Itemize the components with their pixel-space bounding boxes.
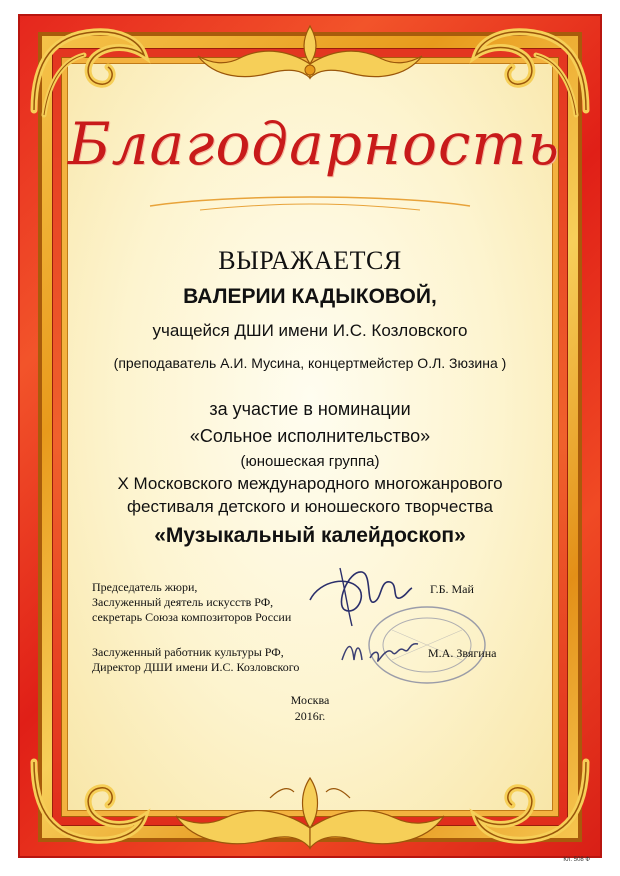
issue-city: Москва xyxy=(290,693,330,707)
festival-line-2: фестиваля детского и юношеского творчества xyxy=(127,497,493,516)
teachers-line: (преподаватель А.И. Мусина, концертмейстер О.Л. Зюзина ) xyxy=(113,355,507,371)
signature-1-title-line-1: Председатель жюри, xyxy=(92,580,198,594)
issue-place-date xyxy=(270,692,350,724)
festival-line-1: X Московского международного многожанрового xyxy=(117,474,503,493)
signature-1-name: Г.Б. Май xyxy=(430,582,474,596)
recipient-name: ВАЛЕРИИ КАДЫКОВОЙ, xyxy=(183,285,437,308)
signature-2-scribble-icon xyxy=(338,632,428,677)
top-left-ornament-icon xyxy=(24,20,154,120)
signature-1-title xyxy=(92,580,322,625)
top-right-ornament-icon xyxy=(466,20,596,120)
signature-1-title-line-3: секретарь Союза композиторов России xyxy=(92,610,292,624)
signature-2-title-line-2: Директор ДШИ имени И.С. Козловского xyxy=(92,660,300,674)
form-serial: Кл. 508 Ф xyxy=(563,857,590,863)
expressed-heading: ВЫРАЖАЕТСЯ xyxy=(218,246,402,275)
festival-name: «Музыкальный калейдоскоп» xyxy=(154,524,466,547)
signature-1-title-line-2: Заслуженный деятель искусств РФ, xyxy=(92,595,274,609)
group-line: (юношеская группа) xyxy=(240,453,380,470)
bottom-left-ornament-icon xyxy=(24,752,154,852)
certificate-title: Благодарность xyxy=(68,110,561,178)
title-flourish-icon xyxy=(140,192,480,221)
signature-2-name: М.А. Звягина xyxy=(428,646,497,660)
issue-year: 2016г. xyxy=(294,709,326,723)
top-center-crest-icon xyxy=(190,18,430,98)
bottom-right-ornament-icon xyxy=(466,752,596,852)
participation-line: за участие в номинации xyxy=(209,399,411,419)
signature-2-title xyxy=(92,645,322,675)
signature-2-title-line-1: Заслуженный работник культуры РФ, xyxy=(92,645,284,659)
student-line: учащейся ДШИ имени И.С. Козловского xyxy=(152,321,468,340)
bottom-center-crest-icon xyxy=(170,768,450,860)
nomination-line: «Сольное исполнительство» xyxy=(189,426,431,446)
